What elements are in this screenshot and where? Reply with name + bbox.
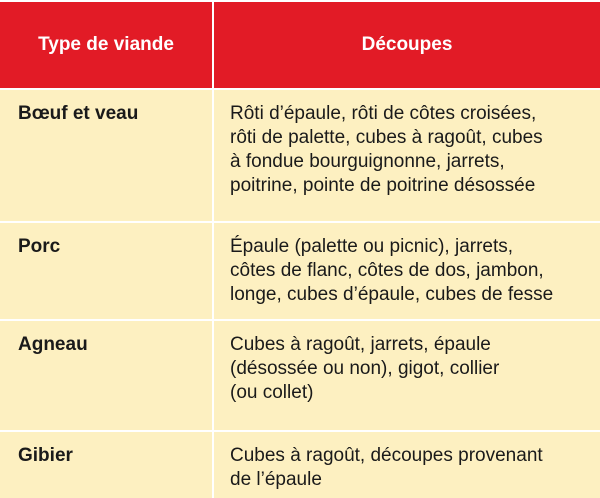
cuts-line: côtes de flanc, côtes de dos, jambon,: [230, 260, 544, 281]
cuts-line: poitrine, pointe de poitrine désossée: [230, 175, 536, 196]
meat-type-cell: Bœuf et veau: [0, 89, 213, 222]
meat-type-cell: Agneau: [0, 320, 213, 431]
cuts-line: (ou collet): [230, 382, 314, 403]
meat-type-cell: Porc: [0, 222, 213, 320]
header-row: [0, 1, 600, 89]
cuts-line: de l’épaule: [230, 469, 322, 490]
table-row: [0, 222, 600, 320]
cuts-line: (désossée ou non), gigot, collier: [230, 358, 500, 379]
header-meat-type: Type de viande: [0, 1, 213, 89]
cuts-line: Cubes à ragoût, découpes provenant: [230, 445, 543, 466]
table-header: [0, 1, 600, 89]
cuts-line: longe, cubes d’épaule, cubes de fesse: [230, 284, 554, 305]
header-cuts: Découpes: [213, 1, 600, 89]
cuts-line: à fondue bourguignonne, jarrets,: [230, 151, 505, 172]
cuts-line: rôti de palette, cubes à ragoût, cubes: [230, 127, 543, 148]
cuts-line: Épaule (palette ou picnic), jarrets,: [230, 236, 514, 257]
cuts-cell: [213, 222, 600, 320]
cuts-line: Cubes à ragoût, jarrets, épaule: [230, 334, 491, 355]
cuts-line: Rôti d’épaule, rôti de côtes croisées,: [230, 103, 537, 124]
cuts-cell: [213, 89, 600, 222]
cuts-cell: [213, 431, 600, 498]
table-row: [0, 431, 600, 498]
table-body: [0, 89, 600, 498]
table-row: [0, 89, 600, 222]
cuts-cell: [213, 320, 600, 431]
table-row: [0, 320, 600, 431]
meat-type-cell: Gibier: [0, 431, 213, 498]
